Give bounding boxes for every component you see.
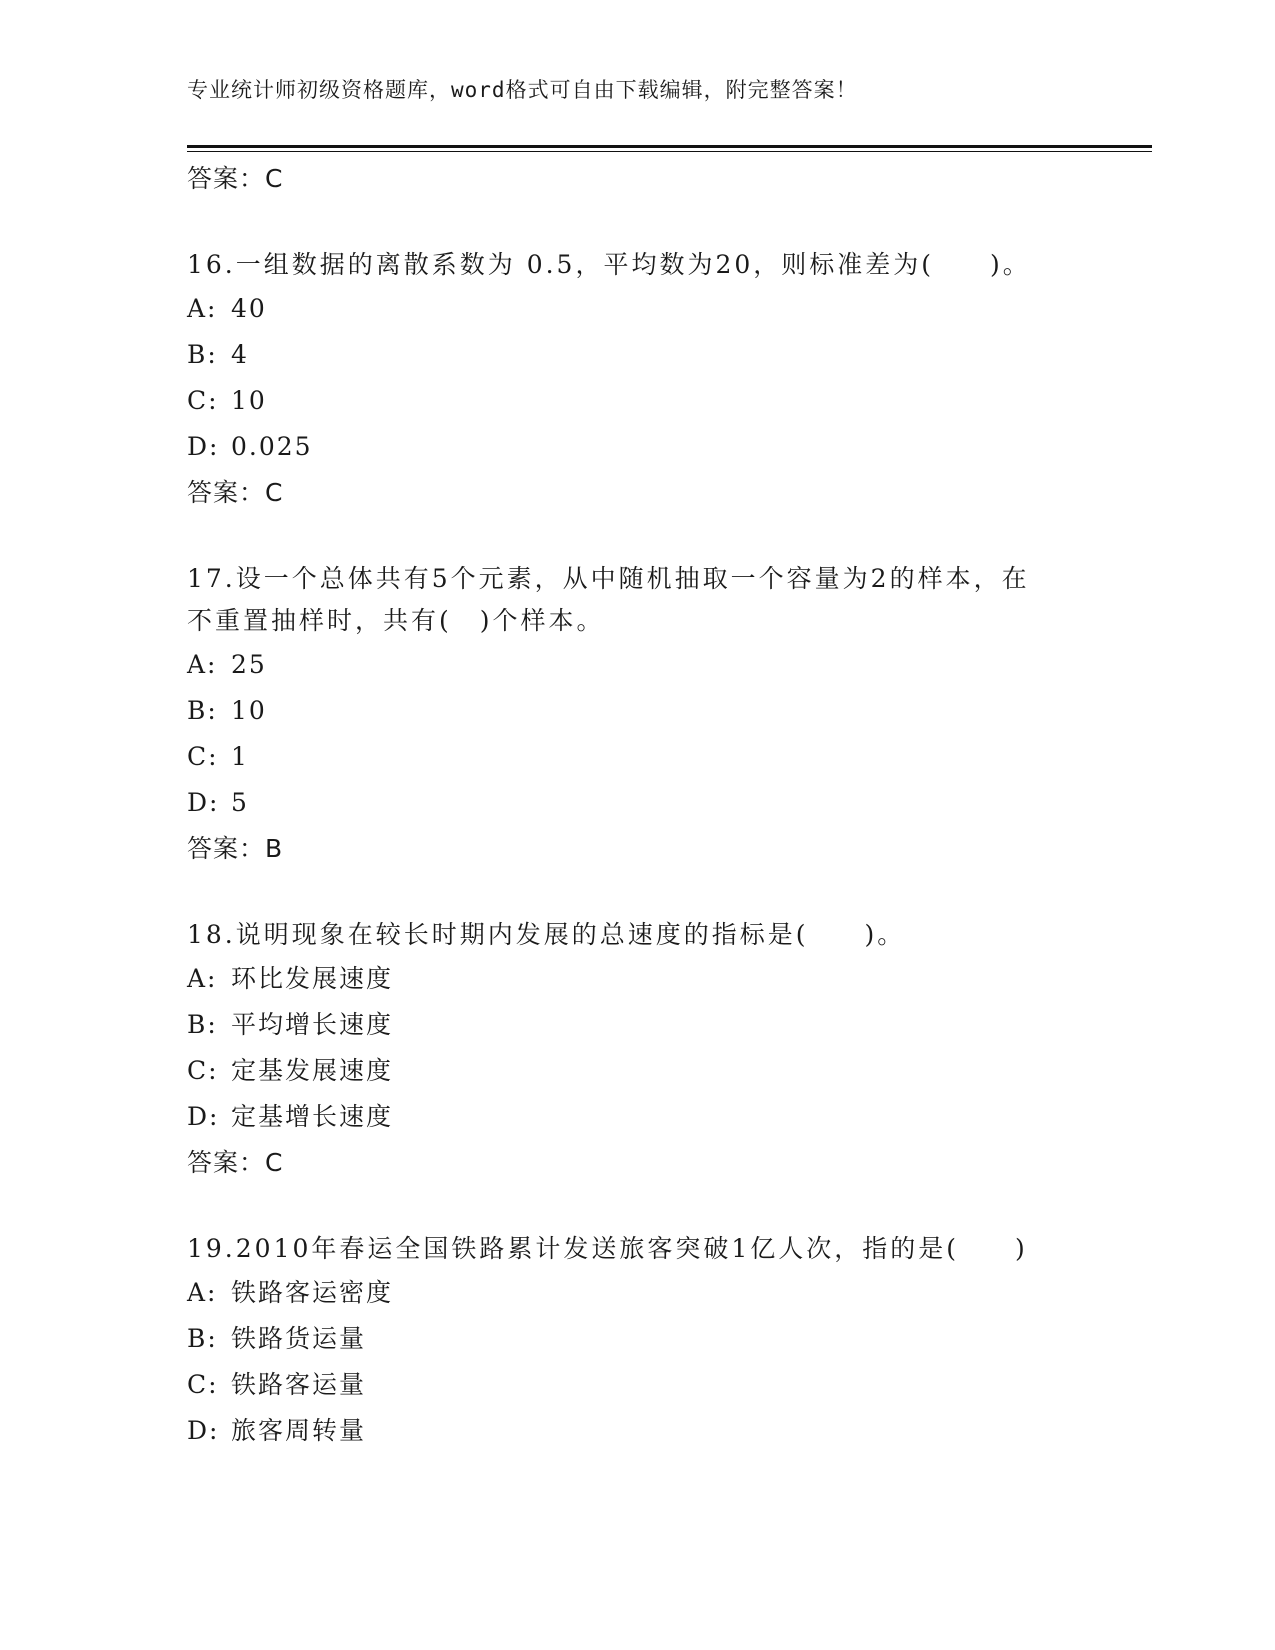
option-d: [187, 1408, 1087, 1454]
option-b: [187, 1002, 1087, 1048]
option-text: 5: [231, 788, 249, 817]
option-text: 铁路客运量: [231, 1370, 367, 1399]
option-a: [187, 956, 1087, 1002]
spacer: [187, 202, 1087, 244]
option-c: [187, 1048, 1087, 1094]
answer-line: 答案：C: [187, 1148, 284, 1177]
option-text: 平均增长速度: [231, 1010, 394, 1039]
option-c: [187, 378, 1087, 424]
option-c: [187, 1362, 1087, 1408]
option-text: 定基增长速度: [231, 1102, 394, 1131]
option-letter: B:: [187, 696, 218, 725]
option-text: 铁路客运密度: [231, 1278, 394, 1307]
answer-line: 答案：C: [187, 164, 284, 193]
question-item: [187, 914, 1087, 1186]
option-letter: B:: [187, 1010, 218, 1039]
option-letter: A:: [187, 650, 218, 679]
question-item: [187, 558, 1087, 872]
option-letter: A:: [187, 964, 218, 993]
option-text: 0.025: [231, 432, 313, 461]
option-text: 10: [231, 386, 267, 415]
question-text: 18.说明现象在较长时期内发展的总速度的指标是( )。: [187, 920, 906, 949]
option-text: 铁路货运量: [231, 1324, 367, 1353]
answer-line: 答案：B: [187, 834, 284, 863]
option-letter: C:: [187, 1056, 219, 1085]
option-text: 10: [231, 696, 267, 725]
option-text: 旅客周转量: [231, 1416, 367, 1445]
option-text: 定基发展速度: [231, 1056, 394, 1085]
spacer: [187, 872, 1087, 914]
page-header: 专业统计师初级资格题库，word格式可自由下载编辑，附完整答案！: [187, 78, 858, 102]
question-text-continued: 不重置抽样时，共有( )个样本。: [187, 606, 605, 635]
option-b: [187, 1316, 1087, 1362]
option-text: 40: [231, 294, 267, 323]
option-letter: C:: [187, 386, 219, 415]
option-letter: D:: [187, 1416, 220, 1445]
question-item: [187, 1228, 1087, 1454]
option-letter: B:: [187, 1324, 218, 1353]
option-letter: D:: [187, 1102, 220, 1131]
option-a: [187, 1270, 1087, 1316]
question-text: 17.设一个总体共有5个元素，从中随机抽取一个容量为2的样本，在: [187, 564, 1030, 593]
answer-line: 答案：C: [187, 478, 284, 507]
option-b: [187, 332, 1087, 378]
header-rule-thin: [187, 151, 1152, 152]
spacer: [187, 1186, 1087, 1228]
spacer: [187, 516, 1087, 558]
question-text: 19.2010年春运全国铁路累计发送旅客突破1亿人次，指的是( ): [187, 1234, 1028, 1263]
option-d: [187, 1094, 1087, 1140]
option-letter: D:: [187, 432, 220, 461]
option-letter: A:: [187, 1278, 218, 1307]
option-letter: B:: [187, 340, 218, 369]
option-d: [187, 780, 1087, 826]
option-letter: D:: [187, 788, 220, 817]
option-text: 4: [231, 340, 249, 369]
question-list: [187, 156, 1087, 1454]
option-text: 1: [231, 742, 249, 771]
option-a: [187, 642, 1087, 688]
option-text: 25: [231, 650, 267, 679]
option-letter: C:: [187, 1370, 219, 1399]
header-rule-thick: [187, 145, 1152, 148]
option-d: [187, 424, 1087, 470]
option-b: [187, 688, 1087, 734]
option-text: 环比发展速度: [231, 964, 394, 993]
option-letter: C:: [187, 742, 219, 771]
option-c: [187, 734, 1087, 780]
question-item: [187, 244, 1087, 516]
option-a: [187, 286, 1087, 332]
question-text: 16.一组数据的离散系数为 0.5，平均数为20，则标准差为( )。: [187, 250, 1031, 279]
option-letter: A:: [187, 294, 218, 323]
